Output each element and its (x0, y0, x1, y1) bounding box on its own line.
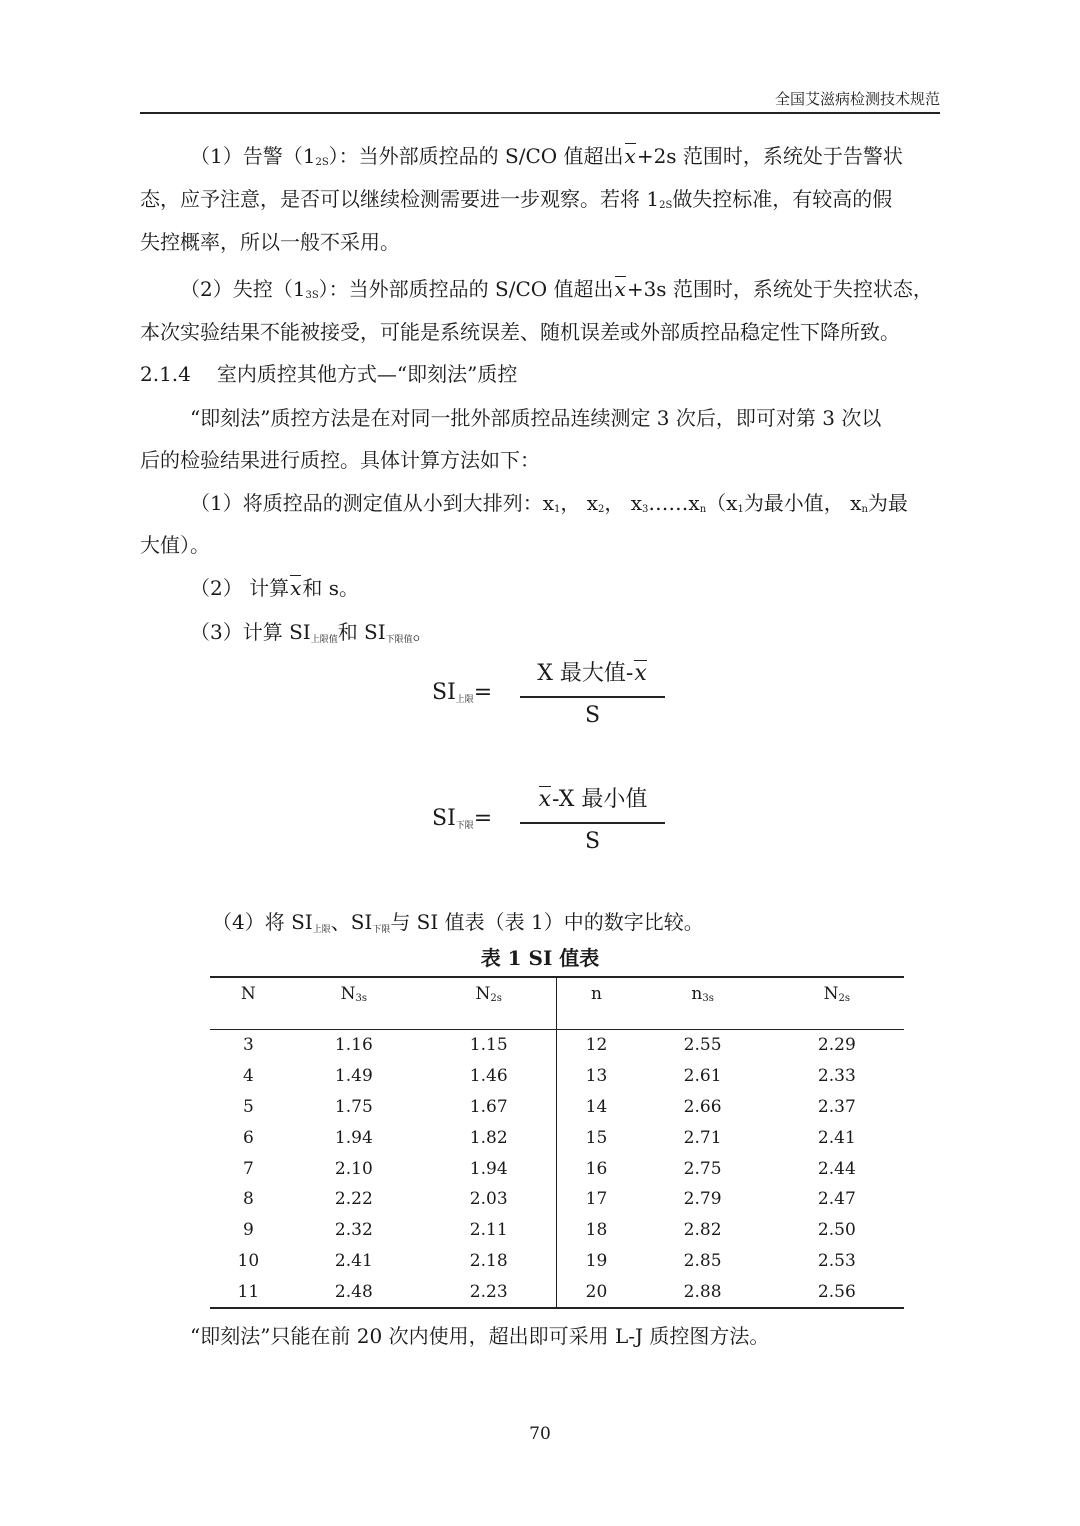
table-cell: 2.41 (817, 1127, 856, 1148)
table-cell: 11 (210, 1276, 287, 1308)
table-cell: 2.82 (683, 1220, 722, 1241)
fraction-bar (520, 822, 665, 824)
table-cell: 2.56 (770, 1276, 904, 1308)
table-row (210, 1122, 904, 1153)
table-row (210, 1276, 904, 1308)
table-cell: 2.55 (683, 1035, 722, 1056)
para3-line1: “即刻法”质控方法是在对同一批外部质控品连续测定 3 次后，即可对第 3 次以 (190, 406, 882, 430)
formula-upper-denominator: S (584, 703, 601, 728)
table-cell: 2.10 (334, 1158, 373, 1179)
table-row (210, 1184, 904, 1215)
step1-line2: 大值）。 (140, 533, 210, 557)
table-cell: 15 (585, 1127, 608, 1148)
step3: （3）计算 $SI_{上限值}$和 $SI_{下限值}$。 (190, 620, 433, 645)
table-cell: 2.71 (683, 1127, 722, 1148)
table-cell: 1.94 (421, 1153, 557, 1184)
table-cell: 2.41 (334, 1250, 373, 1271)
para2-line2: 本次实验结果不能被接受，可能是系统误差、随机误差或外部质控品稳定性下降所致。 (140, 320, 900, 344)
table-cell: 1.15 (421, 1030, 557, 1061)
formula-lower-denominator: S (584, 829, 601, 854)
table-row (210, 1092, 904, 1123)
table-cell: 2.88 (635, 1276, 769, 1308)
table-cell: 16 (585, 1158, 608, 1179)
table-cell: 2.11 (421, 1215, 557, 1246)
table-cell: 2.48 (287, 1276, 421, 1308)
table-row (210, 1153, 904, 1184)
section-number: 2.1.4 (140, 362, 191, 386)
table-cell: 20 (557, 1276, 636, 1308)
table-cell: 2.03 (421, 1184, 557, 1215)
table-cell: 2.32 (334, 1220, 373, 1241)
table-cell: 8 (242, 1189, 254, 1210)
table-row (210, 1215, 904, 1246)
table-cell: 2.61 (683, 1066, 722, 1087)
table-cell: 12 (585, 1035, 608, 1056)
table-cell: 2.22 (334, 1189, 373, 1210)
table-row (210, 1030, 904, 1061)
col-header: $N_{2s}$ (421, 977, 557, 1030)
table-row (210, 1246, 904, 1277)
step4: （4）将 $SI_{上限}$、$SI_{下限}$与 SI 值表（表 1）中的数字比较。 (212, 910, 704, 935)
table-cell: 2.75 (683, 1158, 722, 1179)
table-cell: 18 (585, 1220, 608, 1241)
col-header: $N_{2s}$ (770, 977, 904, 1030)
page-number: 70 (529, 1424, 551, 1444)
table-cell: 2.79 (683, 1189, 722, 1210)
table-cell: 1.82 (421, 1122, 557, 1153)
step2: （2） 计算x和 s。 (190, 576, 359, 600)
para1-line3: 失控概率，所以一般不采用。 (140, 230, 400, 254)
table-cell: 19 (585, 1250, 608, 1271)
para2-line1: （2）失控$(1_{3S})$：当外部质控品的 S/CO 值超出x+3s 范围时，系统处于失控状态， (180, 277, 933, 301)
table-cell: 1.49 (334, 1066, 373, 1087)
table-cell: 1.16 (334, 1035, 373, 1056)
table-body (210, 1030, 904, 1309)
table-cell: 3 (242, 1035, 254, 1056)
table-cell: 1.94 (334, 1127, 373, 1148)
table-cell: 1.67 (421, 1092, 557, 1123)
section-title: 室内质控其他方式—“即刻法”质控 (216, 362, 518, 386)
table-cell: 2.37 (817, 1096, 856, 1117)
section-heading (140, 358, 517, 387)
para3-line2: 后的检验结果进行质控。具体计算方法如下： (140, 448, 540, 472)
col-header: n (557, 977, 636, 1030)
header-title: 全国艾滋病检测技术规范 (774, 90, 940, 108)
table-cell: 1.75 (334, 1096, 373, 1117)
table-cell: 2.66 (683, 1096, 722, 1117)
si-value-table (210, 976, 904, 1309)
para1-line1: （1）告警$(1_{2S})$：当外部质控品的 S/CO 值超出x+2s 范围时，系统处于告警状 (190, 144, 903, 168)
table-title: 表 1 SI 值表 (480, 946, 600, 970)
table-cell: 2.47 (817, 1189, 856, 1210)
page-header (140, 84, 940, 114)
formula-lower-numerator: x-X 最小值 (538, 787, 648, 812)
table-cell: 13 (585, 1066, 608, 1087)
table-cell: 2.53 (817, 1250, 856, 1271)
formula-upper-numerator: X 最大值-x (537, 661, 647, 686)
table-cell: 1.46 (421, 1061, 557, 1092)
table-cell: 10 (237, 1250, 260, 1271)
table-cell: 2.85 (683, 1250, 722, 1271)
fraction-bar (520, 696, 665, 698)
table-cell: 14 (585, 1096, 608, 1117)
table-cell: 2.33 (817, 1066, 856, 1087)
table-cell: 5 (242, 1096, 254, 1117)
para1-line2: 态，应予注意，是否可以继续检测需要进一步观察。若将 $1_{2S}$做失控标准，有较高的假 (140, 187, 893, 211)
table-cell: 2.50 (817, 1220, 856, 1241)
table-cell: 2.44 (817, 1158, 856, 1179)
closing-note: “即刻法”只能在前 20 次内使用，超出即可采用 L-J 质控图方法。 (190, 1324, 770, 1348)
table-cell: 6 (242, 1127, 254, 1148)
col-header: $n_{3s}$ (635, 977, 769, 1030)
table-cell: 9 (242, 1220, 254, 1241)
table-cell: 4 (242, 1066, 254, 1087)
table-cell: 7 (242, 1158, 254, 1179)
table-cell: 2.23 (421, 1276, 557, 1308)
table-cell: 2.18 (421, 1246, 557, 1277)
table-row (210, 1061, 904, 1092)
step1-line1: （1）将质控品的测定值从小到大排列：$x_1$， $x_2$， $x_3\dots\dots x_n(x_1$为最小值， $x_n$为最 (190, 491, 908, 515)
col-header: $N_{3s}$ (287, 977, 421, 1030)
table-cell: 17 (585, 1189, 608, 1210)
table-cell: 2.29 (817, 1035, 856, 1056)
table-header-row (210, 977, 904, 1030)
col-header: N (210, 977, 287, 1030)
